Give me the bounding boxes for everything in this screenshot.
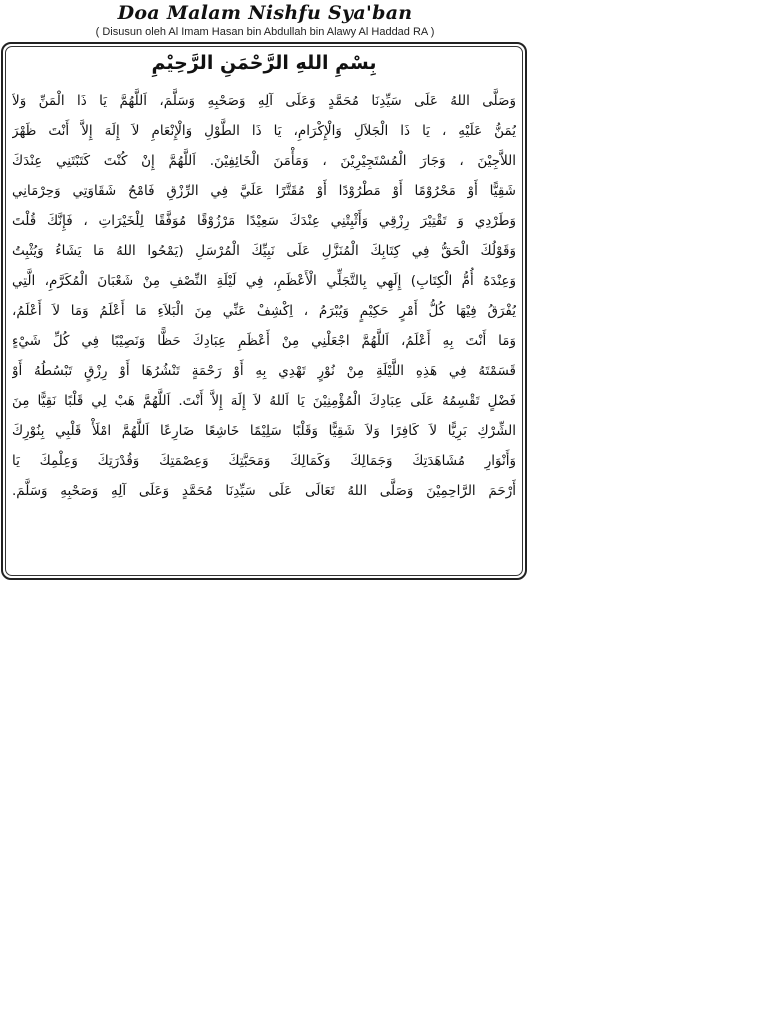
document-title: Doa Malam Nishfu Sya'ban [117,2,413,24]
document-subtitle: ( Disusun oleh Al Imam Hasan bin Abdullah bin Alawy Al Haddad RA ) [95,26,435,38]
prayer-line: وَأَنْوَارِ مُشَاهَدَتِكَ وَجَمَالِكَ وَكَمَالِكَ وَمَحَبَّتِكَ وَعِصْمَتِكَ وَقُدْرَتِكَ وَعِلْمِكَ يَا [12,453,516,469]
prayer-line: شَقِيًّا أَوْ مَحْرُوْمًا أَوْ مَطْرُوْدًا أَوْ مُقَتَّرًا عَلَيَّ فِي الرِّزْقِ فَامْحُ شَقَاوَتِي وَحِرْمَانِي [12,183,516,199]
prayer-text [12,86,516,506]
prayer-line: وَمَا أَنْتَ بِهِ أَعْلَمُ، اَللَّهُمَّ اجْعَلْنِي مِنْ أَعْظَمِ عِبَادِكَ حَظًّا وَنَصِيْبًا فِي كُلِّ شَيْءٍ [12,333,516,349]
prayer-line: وَعِنْدَهُ أُمُّ الْكِتَابِ) إِلَهِي بِالتَّجَلِّي الْأَعْظَمِ، فِي لَيْلَةِ النِّصْفِ مِنْ شَعْبَانَ الْمُكَرَّمِ، الَّتِي [12,273,516,289]
prayer-line: وَقَوْلُكَ الْحَقُّ فِي كِتَابِكَ الْمُنَزَّلِ عَلَى نَبِيِّكَ الْمُرْسَلِ (يَمْحُوا اللهُ مَا يَشَاءُ وَيُثْبِتُ [12,243,516,259]
basmala-heading: بِسْمِ اللهِ الرَّحْمَنِ الرَّحِيْمِ [151,52,377,74]
prayer-line: قَسَمْتَهُ فِي هَذِهِ اللَّيْلَةِ مِنْ نُوْرٍ تَهْدِي بِهِ أَوْ رَحْمَةٍ تَنْشُرُهَا أَوْ رِزْقٍ تَبْسُطُهُ أَوْ [12,363,516,379]
prayer-line: يُفْرَقُ فِيْهَا كُلُّ أَمْرٍ حَكِيْمٍ وَيُبْرَمُ ، اِكْشِفْ عَنِّي مِنَ الْبَلاَءِ مَا أَعْلَمُ وَمَا لاَ أَعْلَمُ، [12,303,516,319]
prayer-line: وَصَلَّى اللهُ عَلَى سَيِّدِنَا مُحَمَّدٍ وَعَلَى آلِهِ وَصَحْبِهِ وَسَلَّمَ، اَللَّهُمَّ يَا ذَا الْمَنِّ وَلاَ [12,93,516,109]
prayer-line: أَرْحَمَ الرَّاحِمِيْنَ وَصَلَّى اللهُ تَعَالَى عَلَى سَيِّدِنَا مُحَمَّدٍ وَعَلَى آلِهِ وَصَحْبِهِ وَسَلَّمَ. [12,483,516,499]
prayer-line: وَطَرْدِي وَ تَقْتِيْرَ رِزْقِي وَأَثْبِتْنِي عِنْدَكَ سَعِيْدًا مَرْزُوْقًا مُوَفَّقًا لِلْخَيْرَاتِ ، فَإِنَّكَ قُلْتَ [12,213,516,229]
prayer-line: الشِّرْكِ بَرِيًّا لاَ كَافِرًا وَلاَ شَقِيًّا وَقَلْبًا سَلِيْمًا خَاشِعًا ضَارِعًا اَللَّهُمَّ امْلَأْ قَلْبِي بِنُوْرِكَ [12,423,516,439]
prayer-line: فَضْلٍ تَقْسِمُهُ عَلَى عِبَادِكَ الْمُؤْمِنِيْنَ يَا اَللهُ لاَ إِلَهَ إِلاَّ أَنْتَ. اَللَّهُمَّ هَبْ لِي قَلْبًا نَقِيًّا مِنَ [12,393,516,409]
prayer-line: اللاَّجِيْنَ ، وَجَارَ الْمُسْتَجِيْرِيْنَ ، وَمَأْمَنَ الْخَائِفِيْنَ. اَللَّهُمَّ إِنْ كُنْتَ كَتَبْتَنِي عِنْدَكَ [12,153,516,169]
prayer-line: يُمَنُّ عَلَيْهِ ، يَا ذَا الْجَلاَلِ وَالْإِكْرَامِ، يَا ذَا الطَّوْلِ وَالْإِنْعَامِ لاَ إِلَهَ إِلاَّ أَنْتَ ظَهْرَ [12,123,516,139]
